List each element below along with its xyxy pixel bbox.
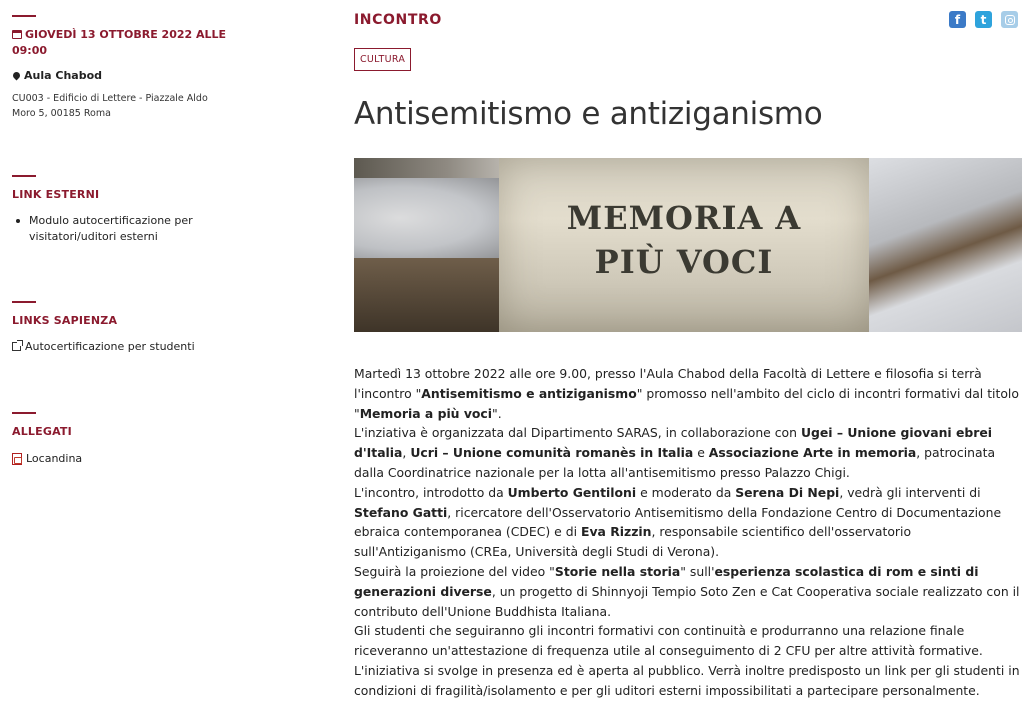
social-share bbox=[949, 11, 1018, 28]
calendar-icon bbox=[12, 30, 22, 39]
attachment-label: Locandina bbox=[26, 452, 83, 465]
map-marker-icon bbox=[12, 71, 22, 81]
memorial-stone bbox=[499, 158, 869, 332]
divider bbox=[12, 301, 36, 303]
hero-image bbox=[354, 158, 1022, 332]
paragraph-6: L'iniziativa si svolge in presenza ed è aperta al pubblico. Verrà inoltre predisposto un link per gli studenti in condizioni di fragilità/isolamento e per gli uditori esterni impossibilitati a partecipare personalmente. bbox=[354, 662, 1020, 698]
attachments-title: ALLEGATI bbox=[12, 425, 72, 438]
instagram-icon[interactable] bbox=[1001, 11, 1018, 28]
paragraph-2: L'inziativa è organizzata dal Dipartimento SARAS, in collaborazione con Ugei – Unione giovani ebrei d'Italia, Ucri – Unione comunità romanès in Italia e Associazione Arte in memoria, patrocinata dalla Coordinatrice nazionale per la lotta all'antisemitismo presso Palazzo Chigi. bbox=[354, 425, 996, 480]
external-links-title: LINK ESTERNI bbox=[12, 188, 100, 201]
sapienza-link-label: Autocertificazione per studenti bbox=[25, 340, 195, 353]
event-info bbox=[12, 15, 227, 121]
external-links-section bbox=[12, 175, 227, 245]
hero-text bbox=[499, 196, 869, 284]
facebook-icon[interactable]: f bbox=[949, 11, 966, 28]
external-link-autocertificazione[interactable]: Modulo autocertificazione per visitatori/uditori esterni bbox=[12, 213, 227, 245]
sapienza-link-autocertificazione[interactable] bbox=[12, 340, 227, 353]
event-place bbox=[12, 69, 227, 82]
paragraph-5: Gli studenti che seguiranno gli incontri formativi con continuità e produrranno una relazione finale riceveranno un'attestazione di frequenza utile al conseguimento di 2 CFU per altre attività formative. bbox=[354, 623, 983, 659]
sapienza-links-title: LINKS SAPIENZA bbox=[12, 314, 118, 327]
event-kind: INCONTRO bbox=[354, 12, 442, 28]
attachments-section bbox=[12, 412, 227, 465]
article-body bbox=[354, 364, 1022, 701]
event-date bbox=[12, 27, 227, 59]
divider bbox=[12, 412, 36, 414]
divider bbox=[12, 175, 36, 177]
hero-text-line-2: PIÙ VOCI bbox=[594, 243, 774, 281]
event-place-text: Aula Chabod bbox=[24, 69, 102, 82]
external-links-list bbox=[12, 213, 227, 245]
external-link-icon bbox=[12, 342, 21, 351]
event-address: CU003 - Edificio di Lettere - Piazzale Aldo Moro 5, 00185 Roma bbox=[12, 93, 208, 119]
paragraph-1: Martedì 13 ottobre 2022 alle ore 9.00, presso l'Aula Chabod della Facoltà di Lettere e filosofia si terrà l'incontro "Antisemitismo e antiziganismo" promosso nell'ambito del ciclo di incontri formativi dal titolo "Memoria a più voci". bbox=[354, 366, 1019, 421]
divider bbox=[12, 15, 36, 17]
page-title: Antisemitismo e antiziganismo bbox=[354, 96, 823, 132]
attachment-locandina[interactable] bbox=[12, 452, 227, 465]
category-tag[interactable]: CULTURA bbox=[354, 48, 411, 71]
pdf-file-icon bbox=[12, 453, 22, 465]
event-date-text: GIOVEDÌ 13 OTTOBRE 2022 ALLE 09:00 bbox=[12, 28, 227, 57]
paragraph-3: L'incontro, introdotto da Umberto Gentiloni e moderato da Serena Di Nepi, vedrà gli interventi di Stefano Gatti, ricercatore dell'Osservatorio Antisemitismo della Fondazione Centro di Documentazione ebraica contemporanea (CDEC) e di Eva Rizzin, responsabile scientifico dell'osservatorio sull'Antiziganismo (CREa, Università degli Studi di Verona). bbox=[354, 484, 1002, 560]
paragraph-4: Seguirà la proiezione del video "Storie nella storia" sull'esperienza scolastica di rom e sinti di generazioni diverse, un progetto di Shinnyoji Tempio Soto Zen e Cat Cooperativa sociale realizzato con il contributo dell'Unione Buddhista Italiana. bbox=[354, 563, 1020, 619]
hero-text-line-1: MEMORIA A bbox=[566, 199, 802, 237]
sapienza-links-section bbox=[12, 301, 227, 353]
twitter-icon[interactable]: t bbox=[975, 11, 992, 28]
